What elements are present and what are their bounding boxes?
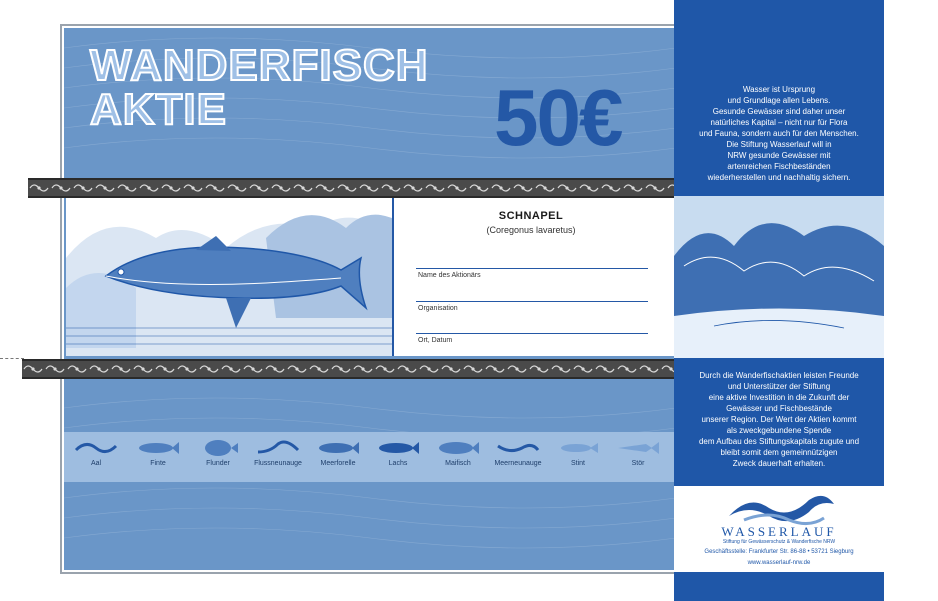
invest-line: dem Aufbau des Stiftungskapitals zugute und [698,437,860,446]
shad-icon [436,438,480,458]
fish-label: Meerforelle [320,460,356,467]
column-footer [674,572,884,601]
fish-item-flunder [188,432,248,467]
invest-line: Gewässer und Fischbestände [726,404,832,413]
intro-line: Gesunde Gewässer sind daher unser [712,107,846,116]
fish-item-flussneunauge [248,432,308,467]
sturgeon-icon [616,438,660,458]
fish-label: Aal [90,460,102,467]
eel-icon [74,438,118,458]
fish-item-meerneunauge [488,432,548,467]
fish-label: Flussneunauge [254,460,302,467]
smelt-icon [556,438,600,458]
sea-lamprey-icon [496,438,540,458]
intro-line: NRW gesunde Gewässer mit [727,151,831,160]
fish-label: Finte [150,460,166,467]
fish-item-lachs [368,432,428,467]
wave-logo-icon [674,490,884,526]
fish-item-maifisch [428,432,488,467]
share-price: 50€ [494,73,622,162]
species-latin-name: (Coregonus lavaretus) [486,225,576,235]
logo-subtitle: Stiftung für Gewässerschutz & Wanderfische NRW [722,539,836,545]
shareholder-name-label: Name des Aktionärs [418,272,481,279]
investment-text [682,370,876,469]
fish-label: Flunder [206,460,230,467]
logo-wordmark: WASSERLAUF [721,524,837,539]
intro-line: Die Stiftung Wasserlauf will in [726,140,832,149]
website-link[interactable]: www.wasserlauf-nrw.de [747,560,811,566]
intro-line: und Grundlage allen Lebens. [727,96,831,105]
invest-line: und Unterstützer der Stiftung [727,382,831,391]
lamprey-icon [256,438,300,458]
invest-line: eine aktive Investition in die Zukunft der [708,393,850,402]
invest-line: Durch die Wanderfischaktien leisten Freunde [699,371,859,380]
fish-item-meerforelle [308,432,368,467]
invest-line: Zweck dauerhaft erhalten. [732,459,826,468]
organisation-label: Organisation [418,305,458,312]
fish-label: Meerneunauge [494,460,542,467]
fish-illustration-panel [66,198,392,356]
river-landscape-illustration [674,196,884,358]
intro-text [682,84,876,183]
ornament-band-bottom [22,359,676,379]
cut-line [0,358,24,359]
intro-line: und Fauna, sondern auch für den Menschen. [699,129,859,138]
migratory-fish-strip [64,432,676,482]
intro-line: wiederherstellen und nachhaltig sichern. [707,173,851,182]
fish-icon [136,438,180,458]
fish-label: Maifisch [445,460,471,467]
invest-line: unserer Region. Der Wert der Aktien kommt [701,415,857,424]
fish-label: Stint [570,460,585,467]
intro-line: artenreichen Fischbeständen [727,162,831,171]
organisation-line[interactable] [416,301,648,302]
ornament-band-top [28,178,676,198]
place-date-label: Ort, Datum [418,337,453,344]
invest-line: als zweckgebundene Spende [726,426,832,435]
fish-item-stint [548,432,608,467]
fish-label: Stör [631,460,645,467]
fish-item-finte [128,432,188,467]
landscape-panel [674,196,884,358]
ornament-pattern-icon [28,180,676,196]
title-line-2: AKTIE [90,85,227,134]
place-date-line[interactable] [416,333,648,334]
fish-item-stoer [608,432,668,467]
fish-item-aal [66,432,126,467]
office-address: Geschäftsstelle: Frankfurter Str. 86-88 • 53721 Siegburg [704,549,854,555]
invest-line: bleibt somit dem gemeinnützigen [720,448,838,457]
certificate-title [90,41,429,134]
ornament-pattern-icon [22,361,676,377]
shareholder-name-line[interactable] [416,268,648,269]
intro-line: natürliches Kapital – nicht nur für Flora [710,118,848,127]
species-name: SCHNAPEL [498,210,564,222]
salmon-icon [376,438,420,458]
fish-label: Lachs [388,460,408,467]
flounder-icon [196,438,240,458]
schnapel-fish-illustration [66,198,392,356]
intro-line: Wasser ist Ursprung [742,85,816,94]
title-line-1: WANDERFISCH [90,41,429,90]
trout-icon [316,438,360,458]
